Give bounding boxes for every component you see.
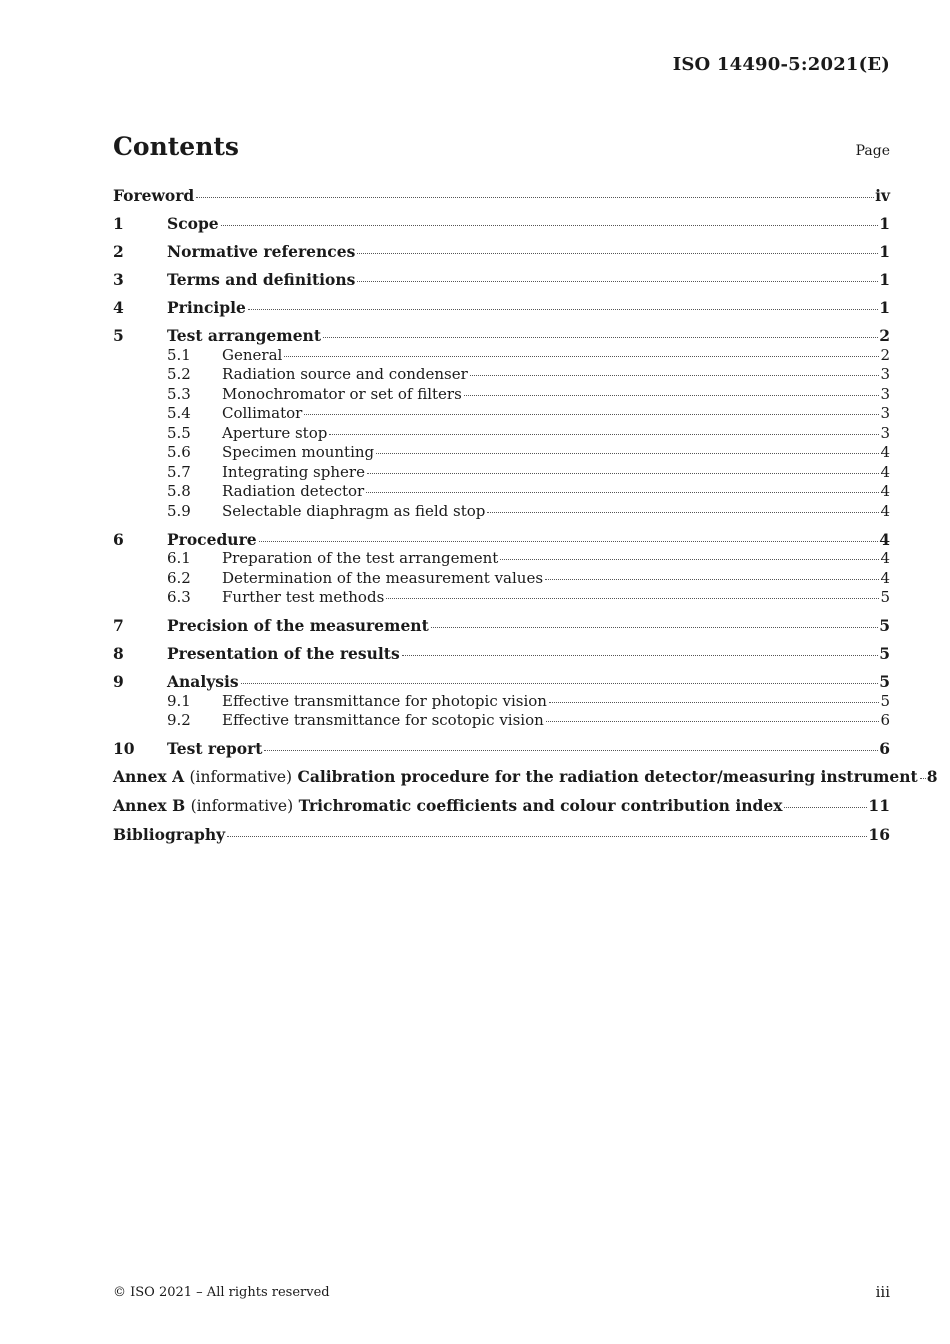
toc-entry-number: 5.1 [167,345,191,364]
toc-entry-number: 6.3 [167,588,191,606]
toc-entry-page: 5 [880,588,890,606]
toc-entry-number: 4 [113,298,124,317]
toc-entry-number: 5 [113,326,124,345]
toc-entry[interactable] [113,711,890,731]
toc-entry-page: 4 [880,568,890,587]
toc-entry[interactable] [113,298,890,318]
toc-entry-page: 5 [880,691,890,710]
toc-entry-number: 6.1 [167,549,191,567]
annex-informative-label: (informative) [189,768,293,786]
toc-entry-number: 5.9 [167,501,191,520]
toc-entry[interactable] [113,186,890,206]
toc-entry-title: Selectable diaphragm as field stop [222,501,486,520]
toc-entry-page: 5 [879,644,890,663]
toc-entry-number: 9.2 [167,711,191,729]
toc-entry-title [113,767,918,788]
toc-entry-number: 3 [113,270,124,289]
annex-label: Annex A [113,767,185,786]
toc-entry[interactable] [113,242,890,262]
toc-entry-page: 16 [868,825,890,844]
table-of-contents [113,186,938,845]
toc-entry-title: Procedure [167,529,257,549]
toc-entry[interactable] [113,767,938,788]
dot-leader [549,702,879,703]
toc-entry-title: Test arrangement [167,326,321,345]
toc-entry-title: Collimator [222,404,303,422]
toc-entry-number: 5.4 [167,404,191,422]
toc-entry[interactable] [113,346,890,366]
toc-entry-page: 4 [880,549,890,567]
dot-leader [920,778,926,779]
toc-entry[interactable] [113,365,890,385]
toc-entry[interactable] [113,443,890,463]
toc-entry-title: Integrating sphere [222,462,365,481]
toc-entry-number: 2 [113,242,124,261]
toc-entry-page: 3 [880,423,890,442]
toc-entry[interactable] [113,692,890,712]
toc-entry[interactable] [113,672,890,692]
toc-entry[interactable] [113,404,890,424]
toc-entry-number: 1 [113,214,124,233]
toc-entry-page: 8 [926,767,938,786]
dot-leader [366,492,879,493]
toc-entry-title: Principle [167,298,246,317]
toc-entry-number: 5.2 [167,365,191,383]
toc-entry-title: Radiation detector [222,482,365,500]
toc-entry[interactable] [113,270,890,290]
annex-title: Trichromatic coefficients and colour contribution index [298,796,783,815]
toc-entry-title: Precision of the measurement [167,616,429,635]
dot-leader [357,281,878,282]
toc-entry[interactable] [113,616,890,636]
toc-entry-number: 7 [113,616,124,635]
toc-entry-title [113,796,782,817]
dot-leader [196,197,874,198]
dot-leader [431,627,878,628]
toc-entry-number: 8 [113,644,124,663]
dot-leader [784,807,867,808]
dot-leader [367,473,880,474]
toc-entry-number: 9 [113,672,124,691]
dot-leader [546,721,880,722]
toc-entry-title: Specimen mounting [222,443,375,461]
toc-entry-page: 2 [879,326,890,345]
toc-entry-page: 2 [880,345,890,364]
dot-leader [464,395,880,396]
toc-entry-page: 1 [879,270,890,289]
dot-leader [329,434,879,435]
toc-entry-title: Scope [167,214,219,233]
contents-title: Contents [113,132,240,161]
toc-entry-page: 5 [879,616,890,635]
toc-entry[interactable] [113,569,890,589]
toc-entry[interactable] [113,214,890,234]
toc-entry-title: Normative references [167,242,356,261]
toc-entry-title: Monochromator or set of filters [222,384,462,403]
toc-entry-page: 4 [880,443,890,461]
toc-entry-title: Terms and definitions [167,270,356,289]
dot-leader [241,683,879,684]
toc-entry-page: 4 [879,529,890,549]
toc-entry-title: Analysis [167,672,239,691]
copyright-notice: © ISO 2021 – All rights reserved [113,1285,330,1300]
toc-entry-number: 9.1 [167,691,191,710]
toc-entry[interactable] [113,739,890,759]
toc-entry-number: 5.5 [167,423,191,442]
toc-entry-number: 6.2 [167,568,191,587]
toc-entry[interactable] [113,549,890,569]
dot-leader [248,309,878,310]
toc-entry-number: 10 [113,739,135,758]
toc-entry[interactable] [113,482,890,502]
toc-entry-number: 6 [113,529,124,549]
toc-entry-number: 5.6 [167,443,191,461]
dot-leader [323,337,878,338]
dot-leader [264,750,878,751]
toc-entry-page: 4 [880,501,890,520]
toc-entry[interactable] [113,644,890,664]
toc-entry[interactable] [113,424,890,444]
annex-informative-label: (informative) [190,797,294,815]
contents-heading-row [113,132,890,161]
toc-entry-title: General [222,345,283,364]
toc-entry-title: Determination of the measurement values [222,568,544,587]
dot-leader [487,512,879,513]
annex-label: Annex B [113,796,186,815]
toc-entry[interactable] [113,502,890,522]
dot-leader [259,541,879,542]
annex-title: Calibration procedure for the radiation detector/measuring instrument [297,767,918,786]
toc-entry-page: 5 [879,672,890,691]
dot-leader [221,225,879,226]
toc-entry-page: 1 [879,298,890,317]
toc-entry-title: Aperture stop [222,423,328,442]
toc-entry-page: 3 [880,365,890,383]
toc-entry-title: Further test methods [222,588,385,606]
dot-leader [500,559,879,560]
toc-entry-page: 6 [879,739,890,758]
toc-entry-title: Effective transmittance for scotopic vision [222,711,544,729]
dot-leader [304,414,879,415]
dot-leader [227,836,867,837]
toc-entry-title: Radiation source and condenser [222,365,468,383]
page-column-label: Page [855,143,890,159]
dot-leader [386,598,879,599]
toc-entry[interactable] [113,385,890,405]
toc-entry[interactable] [113,463,890,483]
toc-entry-page: 6 [880,711,890,729]
dot-leader [470,375,880,376]
toc-entry-page: 11 [868,796,890,815]
toc-entry[interactable] [113,326,890,346]
dot-leader [376,453,879,454]
toc-entry[interactable] [113,530,890,550]
page-number: iii [875,1283,890,1301]
toc-entry-page: iv [875,186,890,205]
dot-leader [402,655,879,656]
toc-entry[interactable] [113,796,890,817]
toc-entry-title: Foreword [113,186,195,205]
toc-entry-number: 5.8 [167,482,191,500]
toc-entry-page: 3 [880,384,890,403]
toc-entry-page: 3 [880,404,890,422]
toc-entry-page: 4 [880,462,890,481]
toc-entry[interactable] [113,825,890,845]
toc-entry-title: Preparation of the test arrangement [222,549,499,567]
toc-entry[interactable] [113,588,890,608]
toc-entry-title: Bibliography [113,825,226,844]
toc-entry-page: 4 [880,482,890,500]
dot-leader [284,356,879,357]
toc-entry-page: 1 [879,242,890,261]
toc-entry-page: 1 [879,214,890,233]
dot-leader [357,253,878,254]
document-id: ISO 14490-5:2021(E) [672,54,890,75]
toc-entry-title: Test report [167,739,263,758]
toc-entry-number: 5.3 [167,384,191,403]
toc-entry-number: 5.7 [167,462,191,481]
toc-entry-title: Effective transmittance for photopic vision [222,691,547,710]
dot-leader [545,579,879,580]
toc-entry-title: Presentation of the results [167,644,400,663]
